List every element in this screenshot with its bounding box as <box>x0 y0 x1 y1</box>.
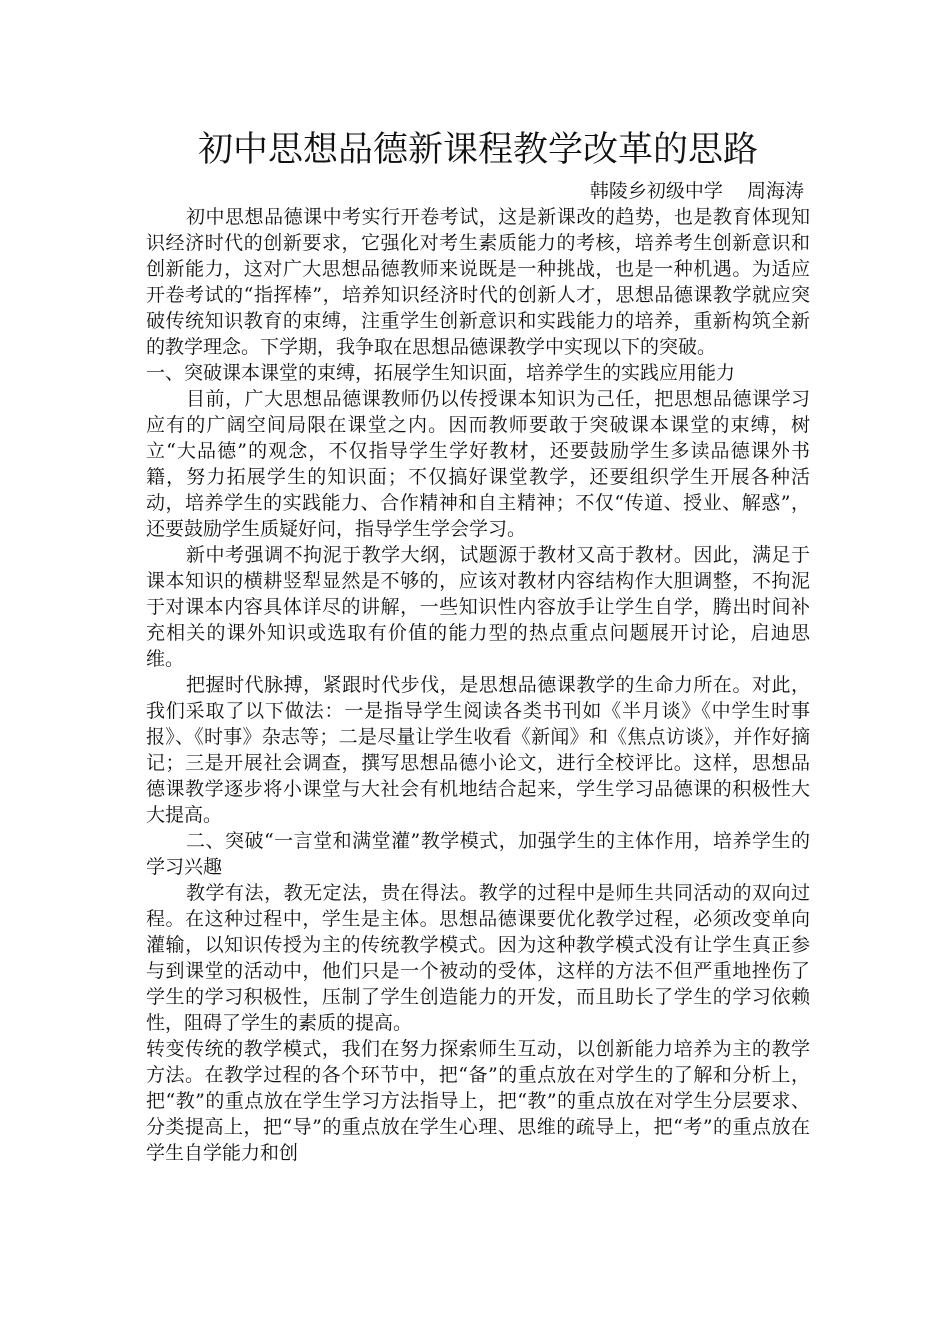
section-heading-2: 二、突破“一言堂和满堂灌”教学模式，加强学生的主体作用，培养学生的学习兴趣 <box>146 830 810 878</box>
paragraph: 把握时代脉搏，紧跟时代步伐，是思想品德课教学的生命力所在。对此，我们采取了以下做法：一是指导学生阅读各类书刊如《半月谈》《中学生时事报》、《时事》杂志等；二是尽量让学生收看《新闻》和《焦点访谈》，并作好摘记；三是开展社会调查，撰写思想品德小论文，进行全校评比。这样，思想品德课教学逐步将小课堂与大社会有机地结合起来，学生学习品德课的积极性大大提高。 <box>146 674 810 826</box>
author-byline: 韩陵乡初级中学 周海涛 <box>589 180 804 202</box>
paragraph: 目前，广大思想品德课教师仍以传授课本知识为己任，把思想品德课学习应有的广阔空间局限在课堂之内。因而教师要敢于突破课本课堂的束缚，树立“大品德”的观念，不仅指导学生学好教材，还要鼓励学生多读品德课外书籍，努力拓展学生的知识面；不仅搞好课堂教学，还要组织学生开展各种活动，培养学生的实践能力、合作精神和自主精神；不仅“传道、授业、解惑”，还要鼓励学生质疑好问，指导学生学会学习。 <box>146 388 810 540</box>
paragraph: 新中考强调不拘泥于教学大纲，试题源于教材又高于教材。因此，满足于课本知识的横耕竖犁显然是不够的，应该对教材内容结构作大胆调整，不拘泥于对课本内容具体详尽的讲解，一些知识性内容放手让学生自学，腾出时间补充相关的课外知识或选取有价值的能力型的热点重点问题展开讨论，启迪思维。 <box>146 544 810 670</box>
paragraph: 转变传统的教学模式，我们在努力探索师生互动，以创新能力培养为主的教学方法。在教学过程的各个环节中，把“备”的重点放在对学生的了解和分析上，把“教”的重点放在学生学习方法指导上，把“教”的重点放在对学生分层要求、分类提高上，把“导”的重点放在学生心理、思维的疏导上，把“考”的重点放在学生自学能力和创 <box>146 1038 810 1164</box>
document-title: 初中思想品德新课程教学改革的思路 <box>197 130 758 170</box>
paragraph: 教学有法，教无定法，贵在得法。教学的过程中是师生共同活动的双向过程。在这种过程中，学生是主体。思想品德课要优化教学过程，必须改变单向灌输，以知识传授为主的传统教学模式。因为这种教学模式没有让学生真正参与到课堂的活动中，他们只是一个被动的受体，这样的方法不但严重地挫伤了学生的学习积极性，压制了学生创造能力的开发，而且助长了学生的学习依赖性，阻碍了学生的素质的提高。 <box>146 882 810 1034</box>
section-heading-1: 一、突破课本课堂的束缚，拓展学生知识面，培养学生的实践应用能力 <box>146 362 736 384</box>
paragraph-intro: 初中思想品德课中考实行开卷考试，这是新课改的趋势，也是教育体现知识经济时代的创新要求，它强化对考生素质能力的考核，培养考生创新意识和创新能力，这对广大思想品德教师来说既是一种挑战，也是一种机遇。为适应开卷考试的“指挥棒”，培养知识经济时代的创新人才，思想品德课教学就应突破传统知识教育的束缚，注重学生创新意识和实践能力的培养，重新构筑全新的教学理念。下学期，我争取在思想品德课教学中实现以下的突破。 <box>146 206 810 358</box>
document-page <box>146 126 810 1166</box>
